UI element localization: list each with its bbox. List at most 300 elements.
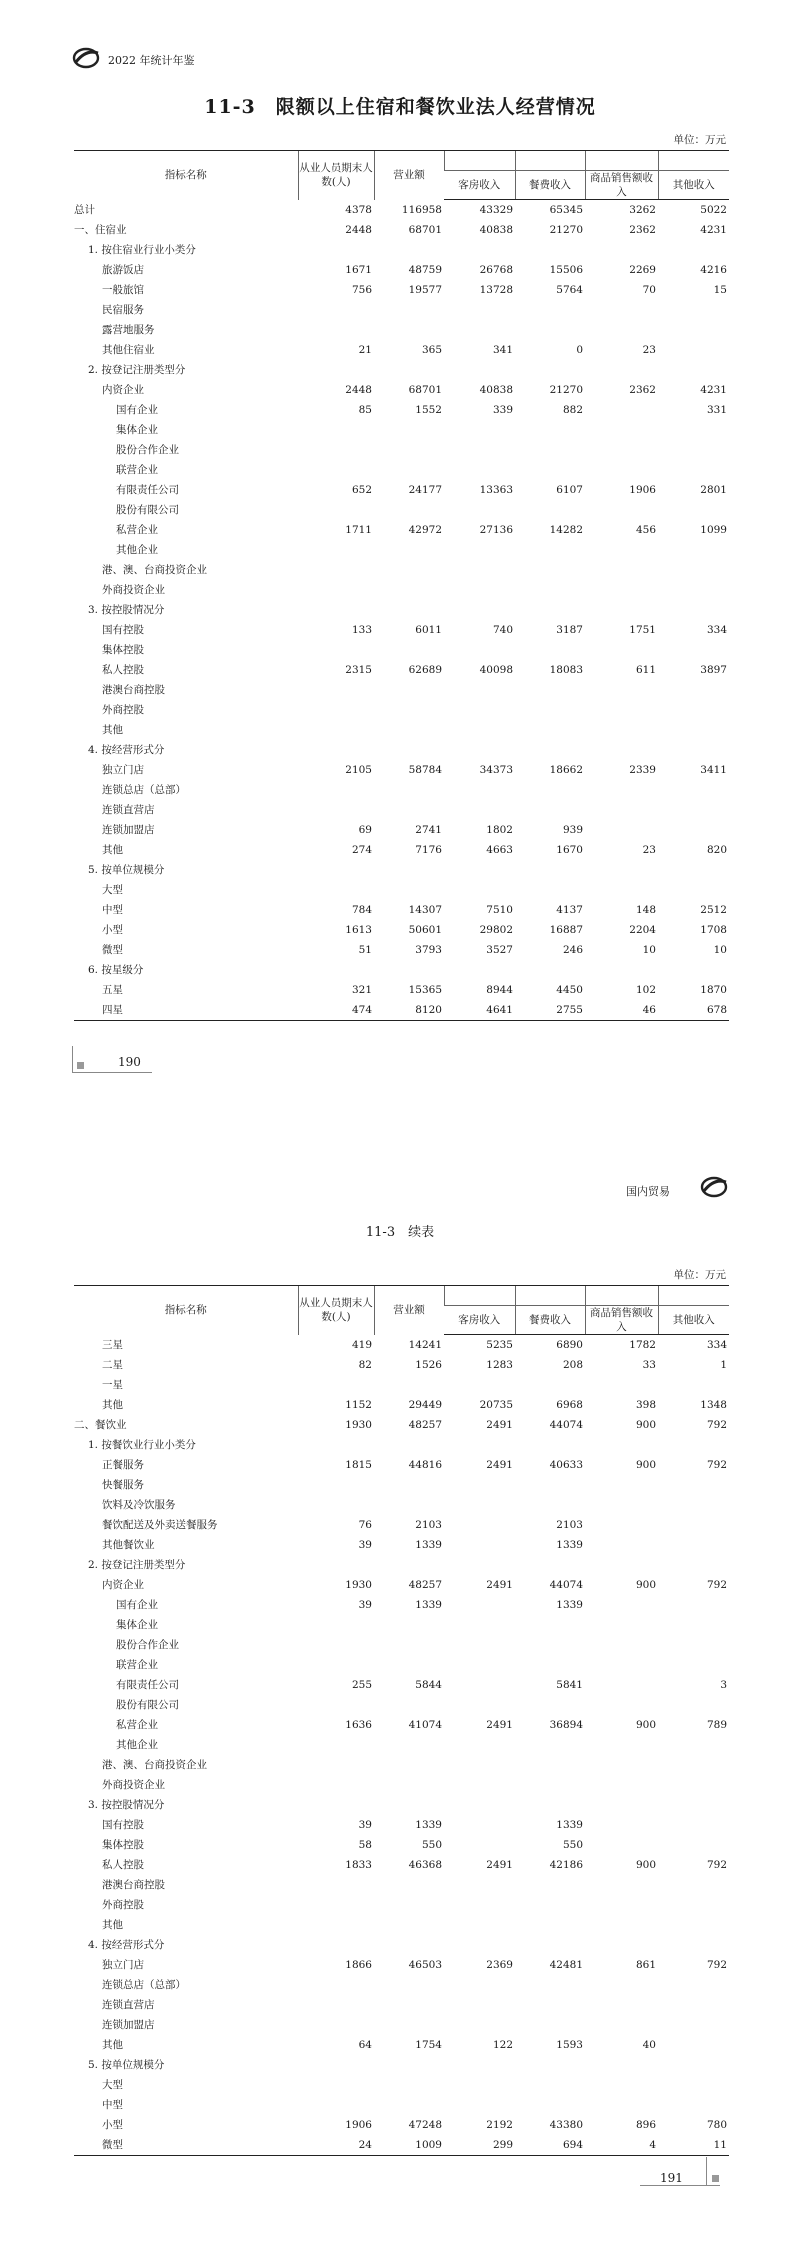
table-row xyxy=(74,2035,729,2055)
employees-cell xyxy=(298,960,374,980)
other-income-cell: 334 xyxy=(706,1339,727,1351)
food-income-cell: 42186 xyxy=(549,1859,583,1871)
revenue-cell: 1339 xyxy=(415,1599,442,1611)
revenue-cell xyxy=(374,360,444,380)
goods-income-cell: 70 xyxy=(642,284,656,296)
goods-income-cell: 2362 xyxy=(629,384,656,396)
employees-cell: 39 xyxy=(358,1819,372,1831)
revenue-cell xyxy=(374,1975,444,1995)
employees-cell xyxy=(298,2095,374,2115)
table-row xyxy=(74,1695,729,1715)
revenue-cell: 50601 xyxy=(408,924,442,936)
table-row xyxy=(74,700,729,720)
other-income-cell xyxy=(658,720,729,740)
revenue-cell xyxy=(374,2015,444,2035)
revenue-cell: 1009 xyxy=(374,2135,444,2156)
table-row xyxy=(74,820,729,840)
goods-income-cell xyxy=(585,780,658,800)
food-income-cell xyxy=(515,300,585,320)
employees-cell xyxy=(298,1615,374,1635)
employees-cell xyxy=(298,1975,374,1995)
table-row xyxy=(74,1415,729,1435)
food-income-cell xyxy=(515,2055,585,2075)
other-income-cell: 792 xyxy=(706,1459,727,1471)
indicator-label: 外商控股 xyxy=(102,704,144,716)
header-room: 客房收入 xyxy=(444,171,515,200)
room-income-cell xyxy=(444,1555,515,1575)
indicator-label: 独立门店 xyxy=(102,764,144,776)
goods-income-cell xyxy=(585,1835,658,1855)
revenue-cell: 365 xyxy=(421,344,442,356)
table-row xyxy=(74,440,729,460)
food-income-cell xyxy=(515,2015,585,2035)
room-income-cell: 20735 xyxy=(479,1399,513,1411)
header-revenue: 营业额 xyxy=(374,151,444,200)
room-income-cell: 341 xyxy=(492,344,513,356)
employees-cell xyxy=(298,700,374,720)
goods-income-cell xyxy=(585,960,658,980)
indicator-label: 独立门店 xyxy=(102,1959,144,1971)
indicator-label: 总计 xyxy=(74,203,95,216)
goods-income-cell: 23 xyxy=(642,844,656,856)
table-row xyxy=(74,2015,729,2035)
table-row xyxy=(74,460,729,480)
revenue-cell xyxy=(374,1435,444,1455)
employees-cell: 1906 xyxy=(345,2119,372,2131)
food-income-cell: 694 xyxy=(515,2135,585,2156)
indicator-label: 其他 xyxy=(102,724,123,736)
goods-income-cell xyxy=(585,1635,658,1655)
table-row xyxy=(74,420,729,440)
revenue-cell xyxy=(374,860,444,880)
running-head: 2022 年统计年鉴 xyxy=(108,54,195,67)
room-income-cell: 2491 xyxy=(486,1419,513,1431)
other-income-cell xyxy=(658,1995,729,2015)
other-income-cell xyxy=(658,320,729,340)
page-corner-line xyxy=(640,2185,720,2186)
table-row xyxy=(74,1355,729,1375)
indicator-label: 私人控股 xyxy=(102,664,144,676)
food-income-cell xyxy=(515,1795,585,1815)
employees-cell xyxy=(298,720,374,740)
food-income-cell: 21270 xyxy=(549,224,583,236)
employees-cell xyxy=(298,1775,374,1795)
other-income-cell xyxy=(658,1735,729,1755)
indicator-label: 私营企业 xyxy=(116,1719,158,1731)
goods-income-cell xyxy=(585,1615,658,1635)
indicator-label: 3. 按控股情况分 xyxy=(88,1799,165,1811)
employees-cell: 39 xyxy=(358,1539,372,1551)
other-income-cell: 3897 xyxy=(700,664,727,676)
table-row xyxy=(74,200,729,221)
indicator-label: 连锁加盟店 xyxy=(102,824,155,836)
goods-income-cell: 900 xyxy=(635,1859,656,1871)
food-income-cell: 4450 xyxy=(556,984,583,996)
table-row xyxy=(74,2055,729,2075)
room-income-cell xyxy=(444,1375,515,1395)
other-income-cell: 334 xyxy=(706,624,727,636)
table-row xyxy=(74,1535,729,1555)
table-body-1 xyxy=(74,200,729,1021)
employees-cell xyxy=(298,600,374,620)
employees-cell xyxy=(298,800,374,820)
revenue-cell: 1754 xyxy=(415,2039,442,2051)
other-income-cell xyxy=(658,300,729,320)
employees-cell: 1815 xyxy=(345,1459,372,1471)
indicator-label: 连锁总店（总部） xyxy=(102,784,186,796)
goods-income-cell xyxy=(585,680,658,700)
food-income-cell: 208 xyxy=(562,1359,583,1371)
room-income-cell xyxy=(444,1615,515,1635)
employees-cell: 1711 xyxy=(345,524,372,536)
food-income-cell: 43380 xyxy=(549,2119,583,2131)
goods-income-cell xyxy=(585,600,658,620)
goods-income-cell: 2362 xyxy=(629,224,656,236)
table-row xyxy=(74,1575,729,1595)
other-income-cell xyxy=(658,1815,729,1835)
revenue-cell: 41074 xyxy=(408,1719,442,1731)
indicator-label: 连锁直营店 xyxy=(102,804,155,816)
employees-cell: 39 xyxy=(358,1599,372,1611)
employees-cell xyxy=(298,1555,374,1575)
employees-cell xyxy=(298,2015,374,2035)
goods-income-cell xyxy=(585,2075,658,2095)
revenue-cell: 58784 xyxy=(408,764,442,776)
employees-cell xyxy=(298,1695,374,1715)
other-income-cell xyxy=(658,2015,729,2035)
food-income-cell xyxy=(515,1895,585,1915)
room-income-cell: 34373 xyxy=(479,764,513,776)
food-income-cell xyxy=(515,1435,585,1455)
goods-income-cell xyxy=(585,440,658,460)
goods-income-cell xyxy=(585,1815,658,1835)
revenue-cell xyxy=(374,640,444,660)
employees-cell: 64 xyxy=(358,2039,372,2051)
goods-income-cell xyxy=(585,640,658,660)
table-row xyxy=(74,1595,729,1615)
room-income-cell xyxy=(444,600,515,620)
other-income-cell: 5022 xyxy=(700,204,727,216)
revenue-cell xyxy=(374,1615,444,1635)
table-row xyxy=(74,1475,729,1495)
other-income-cell xyxy=(658,1915,729,1935)
food-income-cell xyxy=(515,540,585,560)
goods-income-cell xyxy=(585,580,658,600)
table-row xyxy=(74,1335,729,1356)
page-marker-square xyxy=(712,2175,719,2182)
table-row xyxy=(74,220,729,240)
indicator-label: 外商控股 xyxy=(102,1899,144,1911)
other-income-cell xyxy=(658,2055,729,2075)
goods-income-cell xyxy=(585,1535,658,1555)
employees-cell xyxy=(298,1895,374,1915)
employees-cell: 474 xyxy=(298,1000,374,1021)
room-income-cell xyxy=(444,1775,515,1795)
room-income-cell xyxy=(444,1435,515,1455)
food-income-cell: 1339 xyxy=(556,1599,583,1611)
revenue-cell xyxy=(374,320,444,340)
room-income-cell xyxy=(444,540,515,560)
room-income-cell: 2491 xyxy=(486,1719,513,1731)
table-row xyxy=(74,1855,729,1875)
indicator-label: 其他 xyxy=(102,844,123,856)
room-income-cell xyxy=(444,960,515,980)
room-income-cell xyxy=(444,360,515,380)
revenue-cell xyxy=(374,540,444,560)
table-row xyxy=(74,1515,729,1535)
revenue-cell: 1552 xyxy=(415,404,442,416)
room-income-cell xyxy=(444,1755,515,1775)
employees-cell: 51 xyxy=(358,944,372,956)
room-income-cell xyxy=(444,580,515,600)
food-income-cell: 2103 xyxy=(556,1519,583,1531)
employees-cell xyxy=(298,1735,374,1755)
food-income-cell xyxy=(515,1975,585,1995)
table-row xyxy=(74,2095,729,2115)
food-income-cell xyxy=(515,640,585,660)
goods-income-cell: 900 xyxy=(635,1579,656,1591)
employees-cell: 1930 xyxy=(345,1419,372,1431)
goods-income-cell: 148 xyxy=(635,904,656,916)
indicator-label: 集体控股 xyxy=(102,644,144,656)
table-row xyxy=(74,1375,729,1395)
room-income-cell xyxy=(444,240,515,260)
goods-income-cell xyxy=(585,1995,658,2015)
revenue-cell: 2103 xyxy=(415,1519,442,1531)
goods-income-cell xyxy=(585,1435,658,1455)
revenue-cell xyxy=(374,1555,444,1575)
table-row xyxy=(74,1935,729,1955)
food-income-cell xyxy=(515,1555,585,1575)
employees-cell: 419 xyxy=(351,1338,372,1351)
employees-cell xyxy=(298,1915,374,1935)
room-income-cell: 3527 xyxy=(486,944,513,956)
header-name: 指标名称 xyxy=(74,151,298,200)
food-income-cell: 21270 xyxy=(549,384,583,396)
food-income-cell xyxy=(515,320,585,340)
employees-cell: 2448 xyxy=(345,384,372,396)
table-row xyxy=(74,1675,729,1695)
room-income-cell: 40838 xyxy=(479,224,513,236)
other-income-cell xyxy=(658,1835,729,1855)
food-income-cell xyxy=(515,2075,585,2095)
table-row xyxy=(74,1000,729,1021)
food-income-cell xyxy=(515,1755,585,1775)
room-income-cell: 2491 xyxy=(486,1459,513,1471)
employees-cell xyxy=(298,1475,374,1495)
indicator-label: 三星 xyxy=(102,1338,123,1351)
revenue-cell: 48759 xyxy=(408,264,442,276)
other-income-cell xyxy=(658,1655,729,1675)
other-income-cell: 820 xyxy=(706,844,727,856)
room-income-cell: 13728 xyxy=(479,284,513,296)
food-income-cell xyxy=(515,1615,585,1635)
table-row xyxy=(74,1735,729,1755)
data-table-1 xyxy=(74,150,729,1021)
goods-income-cell xyxy=(585,1975,658,1995)
goods-income-cell xyxy=(585,1875,658,1895)
indicator-label: 港澳台商控股 xyxy=(102,1879,165,1891)
indicator-label: 外商投资企业 xyxy=(102,584,165,596)
other-income-cell xyxy=(658,460,729,480)
page-marker-square xyxy=(77,1062,84,1069)
goods-income-cell xyxy=(585,560,658,580)
other-income-cell xyxy=(658,420,729,440)
header-employees: 从业人员期末人数(人) xyxy=(298,1286,374,1335)
employees-cell xyxy=(298,2075,374,2095)
other-income-cell xyxy=(658,1635,729,1655)
indicator-label: 5. 按单位规模分 xyxy=(88,2059,165,2071)
food-income-cell xyxy=(515,780,585,800)
goods-income-cell xyxy=(585,1935,658,1955)
food-income-cell xyxy=(515,1655,585,1675)
indicator-label: 饮料及冷饮服务 xyxy=(102,1499,176,1511)
indicator-label: 其他企业 xyxy=(116,544,158,556)
revenue-cell: 68701 xyxy=(408,224,442,236)
table-row xyxy=(74,540,729,560)
food-income-cell xyxy=(515,680,585,700)
revenue-cell xyxy=(374,800,444,820)
food-income-cell: 939 xyxy=(562,824,583,836)
room-income-cell: 40098 xyxy=(479,664,513,676)
indicator-label: 国有控股 xyxy=(102,624,144,636)
indicator-label: 股份合作企业 xyxy=(116,444,179,456)
room-income-cell: 43329 xyxy=(479,204,513,216)
room-income-cell: 1283 xyxy=(486,1359,513,1371)
page-corner-mark xyxy=(706,2157,707,2185)
indicator-label: 集体企业 xyxy=(116,424,158,436)
food-income-cell: 18083 xyxy=(549,664,583,676)
other-income-cell xyxy=(658,560,729,580)
other-income-cell xyxy=(658,540,729,560)
revenue-cell: 116958 xyxy=(401,203,442,216)
table-row xyxy=(74,620,729,640)
revenue-cell xyxy=(374,1735,444,1755)
other-income-cell xyxy=(658,780,729,800)
revenue-cell xyxy=(374,1375,444,1395)
indicator-label: 四星 xyxy=(74,1000,298,1021)
other-income-cell xyxy=(658,740,729,760)
table-row xyxy=(74,860,729,880)
employees-cell: 4378 xyxy=(345,203,372,216)
room-income-cell xyxy=(444,1875,515,1895)
room-income-cell xyxy=(444,800,515,820)
room-income-cell: 5235 xyxy=(486,1339,513,1351)
employees-cell: 58 xyxy=(358,1839,372,1851)
food-income-cell xyxy=(515,240,585,260)
revenue-cell xyxy=(374,440,444,460)
goods-income-cell: 896 xyxy=(635,2119,656,2131)
other-income-cell: 15 xyxy=(713,284,727,296)
indicator-label: 6. 按星级分 xyxy=(88,964,144,976)
table-row xyxy=(74,800,729,820)
goods-income-cell: 2269 xyxy=(629,264,656,276)
other-income-cell: 3 xyxy=(720,1679,727,1691)
other-income-cell xyxy=(658,1775,729,1795)
employees-cell xyxy=(298,440,374,460)
indicator-label: 正餐服务 xyxy=(102,1459,144,1471)
indicator-label: 有限责任公司 xyxy=(116,1679,179,1691)
room-income-cell: 4663 xyxy=(486,844,513,856)
indicator-label: 连锁总店（总部） xyxy=(102,1979,186,1991)
food-income-cell: 6890 xyxy=(556,1339,583,1351)
food-income-cell: 15506 xyxy=(549,264,583,276)
unit-label: 单位：万元 xyxy=(673,1269,726,1281)
room-income-cell xyxy=(444,680,515,700)
other-income-cell: 792 xyxy=(706,1419,727,1431)
food-income-cell xyxy=(515,560,585,580)
indicator-label: 集体控股 xyxy=(102,1839,144,1851)
table-row xyxy=(74,320,729,340)
room-income-cell xyxy=(444,1975,515,1995)
food-income-cell: 6968 xyxy=(556,1399,583,1411)
indicator-label: 其他 xyxy=(102,1399,123,1411)
table-row xyxy=(74,380,729,400)
indicator-label: 私营企业 xyxy=(116,524,158,536)
room-income-cell: 299 xyxy=(444,2135,515,2156)
room-income-cell: 40838 xyxy=(479,384,513,396)
employees-cell: 82 xyxy=(358,1359,372,1371)
employees-cell xyxy=(298,1755,374,1775)
room-income-cell: 13363 xyxy=(479,484,513,496)
room-income-cell xyxy=(444,1795,515,1815)
revenue-cell xyxy=(374,1475,444,1495)
indicator-label: 连锁直营店 xyxy=(102,1999,155,2011)
goods-income-cell xyxy=(585,1795,658,1815)
room-income-cell: 740 xyxy=(492,624,513,636)
indicator-label: 1. 按住宿业行业小类分 xyxy=(88,244,196,256)
indicator-label: 股份有限公司 xyxy=(116,504,179,516)
indicator-label: 民宿服务 xyxy=(102,304,144,316)
revenue-cell: 42972 xyxy=(408,524,442,536)
employees-cell xyxy=(298,2055,374,2075)
goods-income-cell: 900 xyxy=(635,1419,656,1431)
revenue-cell xyxy=(374,700,444,720)
other-income-cell xyxy=(658,1875,729,1895)
employees-cell xyxy=(298,580,374,600)
food-income-cell: 14282 xyxy=(549,524,583,536)
food-income-cell xyxy=(515,420,585,440)
room-income-cell xyxy=(444,320,515,340)
goods-income-cell: 398 xyxy=(635,1399,656,1411)
revenue-cell xyxy=(374,600,444,620)
other-income-cell xyxy=(658,1895,729,1915)
goods-income-cell: 46 xyxy=(585,1000,658,1021)
goods-income-cell xyxy=(585,320,658,340)
other-income-cell xyxy=(658,1695,729,1715)
other-income-cell: 3411 xyxy=(700,764,727,776)
revenue-cell: 46503 xyxy=(408,1959,442,1971)
page-corner-line xyxy=(72,1072,152,1073)
employees-cell: 1636 xyxy=(345,1719,372,1731)
room-income-cell xyxy=(444,1535,515,1555)
other-income-cell xyxy=(658,820,729,840)
employees-cell: 1833 xyxy=(345,1859,372,1871)
other-income-cell: 1708 xyxy=(700,924,727,936)
other-income-cell xyxy=(658,2075,729,2095)
room-income-cell xyxy=(444,560,515,580)
goods-income-cell xyxy=(585,820,658,840)
goods-income-cell: 900 xyxy=(635,1459,656,1471)
room-income-cell xyxy=(444,2055,515,2075)
employees-cell: 2315 xyxy=(345,664,372,676)
room-income-cell xyxy=(444,1995,515,2015)
room-income-cell: 2369 xyxy=(486,1959,513,1971)
food-income-cell xyxy=(515,960,585,980)
goods-income-cell xyxy=(585,360,658,380)
header-name: 指标名称 xyxy=(74,1286,298,1335)
other-income-cell xyxy=(658,800,729,820)
